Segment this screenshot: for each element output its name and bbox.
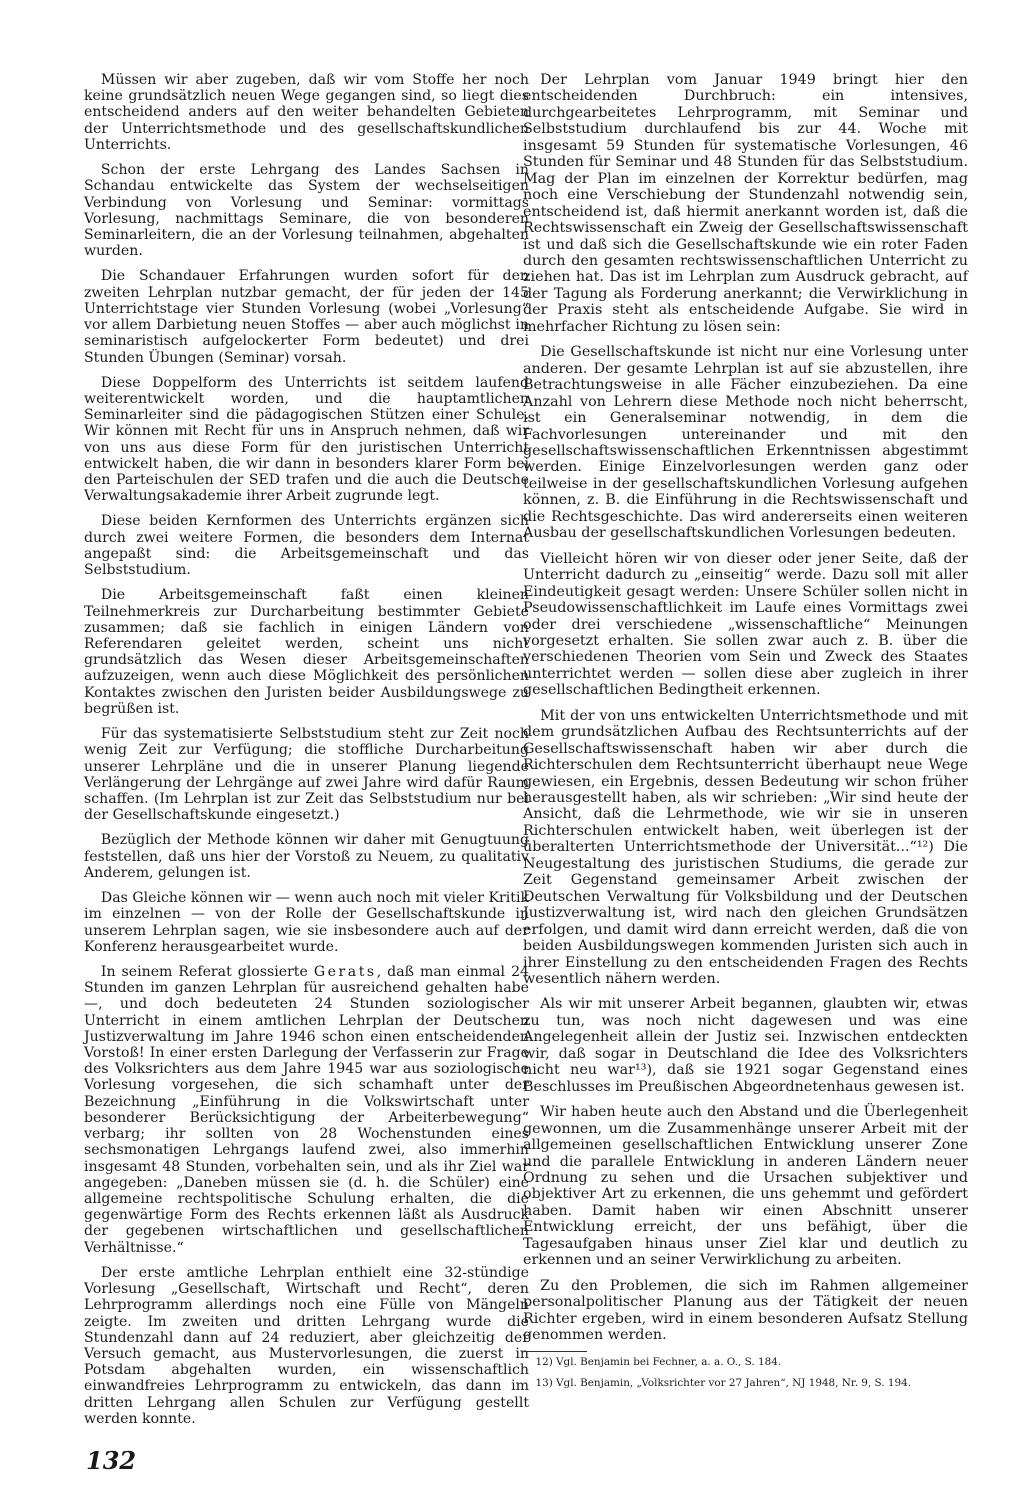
paragraph: Die Arbeitsgemeinschaft faßt einen kleinen Teilnehmerkreis zur Durcharbeitung bestimmter Gebiete zusammen; daß sie fachlich in einigen Ländern von Referendaren geleitet werden, scheint uns nicht grundsätzlich das Wesen dieser Arbeitsgemeinschaften aufzuzeigen, wenn auch diese Möglichkeit des persönlichen Kontaktes zwischen den Juristen beider Ausbildungswege zu begrüßen ist. xyxy=(84,587,529,717)
paragraph: Der erste amtliche Lehrplan enthielt eine 32-stündige Vorlesung „Gesellschaft, Wirtschaft und Recht“, deren Lehrprogramm allerdings noch eine Fülle von Mängeln zeigte. Im zweiten und dritten Lehrgang wurde die Stundenzahl dann auf 24 reduziert, aber gleichzeitig der Versuch gemacht, aus Mustervorlesungen, die zuerst in Potsdam abgehalten wurden, ein wissenschaftlich einwandfreies Lehrprogramm zu entwickeln, das dann im dritten Lehrgang allen Schulen zur Verfügung gestellt werden konnte. xyxy=(84,1264,529,1427)
paragraph: Vielleicht hören wir von dieser oder jener Seite, daß der Unterricht dadurch zu „einseitig“ werde. Dazu soll mit aller Eindeutigkeit gesagt werden: Unsere Schüler sollen nicht in Pseudowissenschaftlichkeit im Laufe eines Vormittags zwei oder drei verschiedene „wissenschaftliche“ Meinungen vorgesetzt erhalten. Sie sollen zwar auch z. B. über die verschiedenen Theorien vom Sein und Zweck des Staates unterrichtet werden — sollen diese aber zugleich in ihrer gesellschaftlichen Bedingtheit erkennen. xyxy=(523,550,968,699)
paragraph-text: , daß man einmal 24 Stunden im ganzen Lehrplan für ausreichend gehalten habe —, und doch bedeuteten 24 Stunden soziologischer Unterricht in einem amtlichen Lehrplan der Deutschen Justizverwaltung im Jahre 1946 schon einen entscheidenden Vorstoß! In einer ersten Darlegung der Verfasserin zur Frage des Volksrichters aus dem Jahre 1945 war aus soziologische Vorlesung vorgesehen, die sich schamhaft unter der Bezeichnung „Einführung in die Volkswirtschaft unter besonderer Berücksichtigung der Arbeiterbewegung“ verbarg; ihr sollten von 28 Wochenstunden eines sechsmonatigen Lehrgangs laufend zwei, also immerhin insgesamt 48 Stunden, vorbehalten sein, und als ihr Ziel war angegeben: „Daneben müssen sie (d. h. die Schüler) eine allgemeine rechtspolitische Schulung erhalten, die die gegenwärtige Form des Rechts erkennen läßt als Ausdruck der gegebenen wirtschaftlichen und gesellschaftlichen Verhältnisse.“ xyxy=(84,963,529,1256)
paragraph: Bezüglich der Methode können wir daher mit Genugtuung feststellen, daß uns hier der Vorstoß zu Neuem, zu qualitativ Anderem, gelungen ist. xyxy=(84,832,529,881)
footnote-divider xyxy=(523,1351,587,1352)
paragraph: Der Lehrplan vom Januar 1949 bringt hier den entscheidenden Durchbruch: ein intensives, durchgearbeitetes Lehrprogramm, mit Seminar und Selbststudium durchlaufend bis zur 44. Woche mit insgesamt 59 Stunden für systematische Vorlesungen, 46 Stunden für Seminar und 48 Stunden für das Selbststudium. Mag der Plan im einzelnen der Korrektur bedürfen, mag noch eine Verschiebung der Stundenzahl notwendig sein, entscheidend ist, daß hiermit anerkannt worden ist, daß die Rechtswissenschaft ein Zweig der Gesellschaftswissenschaft ist und daß sich die Gesellschaftskunde wie ein roter Faden durch den gesamten rechtswissenschaftlichen Unterricht zu ziehen hat. Das ist im Lehrplan zum Ausdruck gebracht, auf der Tagung als Forderung anerkannt; die Verwirklichung in der Praxis steht als entscheidende Aufgabe. Sie wird in mehrfacher Richtung zu lösen sein: xyxy=(523,72,968,335)
author-name: Gerats xyxy=(313,963,377,980)
footnote: 13) Vgl. Benjamin, „Volksrichter vor 27 Jahren“, NJ 1948, Nr. 9, S. 194. xyxy=(535,1376,912,1389)
paragraph: Diese Doppelform des Unterrichts ist seitdem laufend weiterentwickelt worden, und die hauptamtlichen Seminarleiter sind die pädagogischen Stützen einer Schule. Wir können mit Recht für uns in Anspruch nehmen, daß wir von uns aus diese Form für den juristischen Unterricht entwickelt haben, die wir dann in besonders klarer Form bei den Parteischulen der SED trafen und die auch die Deutsche Verwaltungsakademie ihrer Arbeit zugrunde legt. xyxy=(84,374,529,505)
paragraph: Mit der von uns entwickelten Unterrichtsmethode und mit dem grundsätzlichen Aufbau des Rechtsunterrichts auf der Gesellschaftswissenschaft haben wir aber durch die Richterschulen dem Rechtsunterricht überhaupt neue Wege gewiesen, ein Ergebnis, dessen Bedeutung wir schon früher herausgestellt haben, als wir schrieben: „Wir sind heute der Ansicht, daß die Lehrmethode, wie wir sie in unseren Richterschulen entwickelt haben, weit überlegen ist der überalterten Unterrichtsmethode der Universität...“¹²) Die Neugestaltung des juristischen Studiums, die gerade zur Zeit Gegenstand gemeinsamer Arbeit zwischen der Deutschen Verwaltung für Volksbildung und der Deutschen Justizverwaltung ist, wird nach den gleichen Grundsätzen erfolgen, und damit wird dann erreicht werden, daß die von beiden Ausbildungswegen kommenden Juristen sich auch in ihrer Einstellung zu den entscheidenden Fragen des Rechts wesentlich nähern werden. xyxy=(523,707,968,988)
paragraph: Diese beiden Kernformen des Unterrichts ergänzen sich durch zwei weitere Formen, die besonders dem Internat angepaßt sind: die Arbeitsgemeinschaft und das Selbststudium. xyxy=(84,513,529,579)
paragraph: Wir haben heute auch den Abstand und die Überlegenheit gewonnen, um die Zusammenhänge unserer Arbeit mit der allgemeinen gesellschaftlichen Entwicklung unserer Zone und die parallele Entwicklung in anderen Ländern neuer Ordnung zu sehen und die Ursachen subjektiver und objektiver Art zu erkennen, die uns gehemmt und gefördert haben. Damit haben wir einen Abschnitt unserer Entwicklung erreicht, der uns befähigt, über die Tagesaufgaben hinaus unser Ziel klar und deutlich zu erkennen und an seiner Verwirklichung zu arbeiten. xyxy=(523,1104,968,1269)
paragraph: Die Schandauer Erfahrungen wurden sofort für den zweiten Lehrplan nutzbar gemacht, der für jeden der 145 Unterrichtstage vier Stunden Vorlesung (wobei „Vorlesung“ vor allem Darbietung neuen Stoffes — aber auch möglichst in seminaristisch aufgelockerter Form bedeutet) und drei Stunden Übungen (Seminar) vorsah. xyxy=(84,268,529,366)
paragraph: Die Gesellschaftskunde ist nicht nur eine Vorlesung unter anderen. Der gesamte Lehrplan ist auf sie abzustellen, ihre Betrachtungsweise in alle Fächer einzubeziehen. Da eine Anzahl von Lehrern diese Methode noch nicht beherrscht, ist ein Generalseminar notwendig, in dem die Fachvorlesungen untereinander und mit den gesellschaftswissenschaftlichen Erkenntnissen abgestimmt werden. Einige Einzelvorlesungen werden ganz oder teilweise in der gesellschaftskundlichen Vorlesung aufgehen können, z. B. die Einführung in die Rechtswissenschaft und die Rechtsgeschichte. Das wird andererseits einen weiteren Ausbau der gesellschaftskundlichen Vorlesungen bedeuten. xyxy=(523,344,968,542)
left-column xyxy=(84,72,529,1427)
paragraph: Das Gleiche können wir — wenn auch noch mit vieler Kritik im einzelnen — von der Rolle der Gesellschaftskunde in unserem Lehrplan sagen, wie sie insbesondere auch auf der Konferenz herausgearbeitet wurde. xyxy=(84,890,529,955)
right-column xyxy=(523,72,968,1398)
footnote: 12) Vgl. Benjamin bei Fechner, a. a. O., S. 184. xyxy=(535,1355,782,1368)
paragraph-gerats xyxy=(84,964,529,1256)
paragraph: Müssen wir aber zugeben, daß wir vom Stoffe her noch keine grundsätzlich neuen Wege gegangen sind, so liegt dies entscheidend anders auf den weiter behandelten Gebieten der Unterrichtsmethode und des gesellschaftskundlichen Unterrichts. xyxy=(84,72,529,153)
paragraph-text: In seinem Referat glossierte xyxy=(100,963,314,980)
paragraph: Für das systematisierte Selbststudium steht zur Zeit noch wenig Zeit zur Verfügung; die stoffliche Durcharbeitung unserer Lehrpläne und die in unserer Planung liegende Verlängerung der Lehrgänge auf zwei Jahre wird dafür Raum schaffen. (Im Lehrplan ist zur Zeit das Selbststudium nur bei der Gesellschaftskunde eingesetzt.) xyxy=(84,726,529,824)
paragraph: Zu den Problemen, die sich im Rahmen allgemeiner personalpolitischer Planung aus der Tätigkeit der neuen Richter ergeben, wird in einem besonderen Aufsatz Stellung genommen werden. xyxy=(523,1277,968,1344)
page-number: 132 xyxy=(86,1446,137,1475)
paragraph: Als wir mit unserer Arbeit begannen, glaubten wir, etwas zu tun, was noch nicht dagewesen und was eine Angelegenheit allein der Justiz sei. Inzwischen entdeckten wir, daß sogar in Deutschland die Idee des Volksrichters nicht neu war¹³), daß sie 1921 sogar Gegenstand eines Beschlusses im Preußischen Abgeordnetenhaus gewesen ist. xyxy=(523,996,968,1095)
paragraph: Schon der erste Lehrgang des Landes Sachsen in Schandau entwickelte das System der wechselseitigen Verbindung von Vorlesung und Seminar: vormittags Vorlesung, nachmittags Seminare, die von besonderen Seminarleitern, die an der Vorlesung teilnahmen, abgehalten wurden. xyxy=(84,162,529,260)
